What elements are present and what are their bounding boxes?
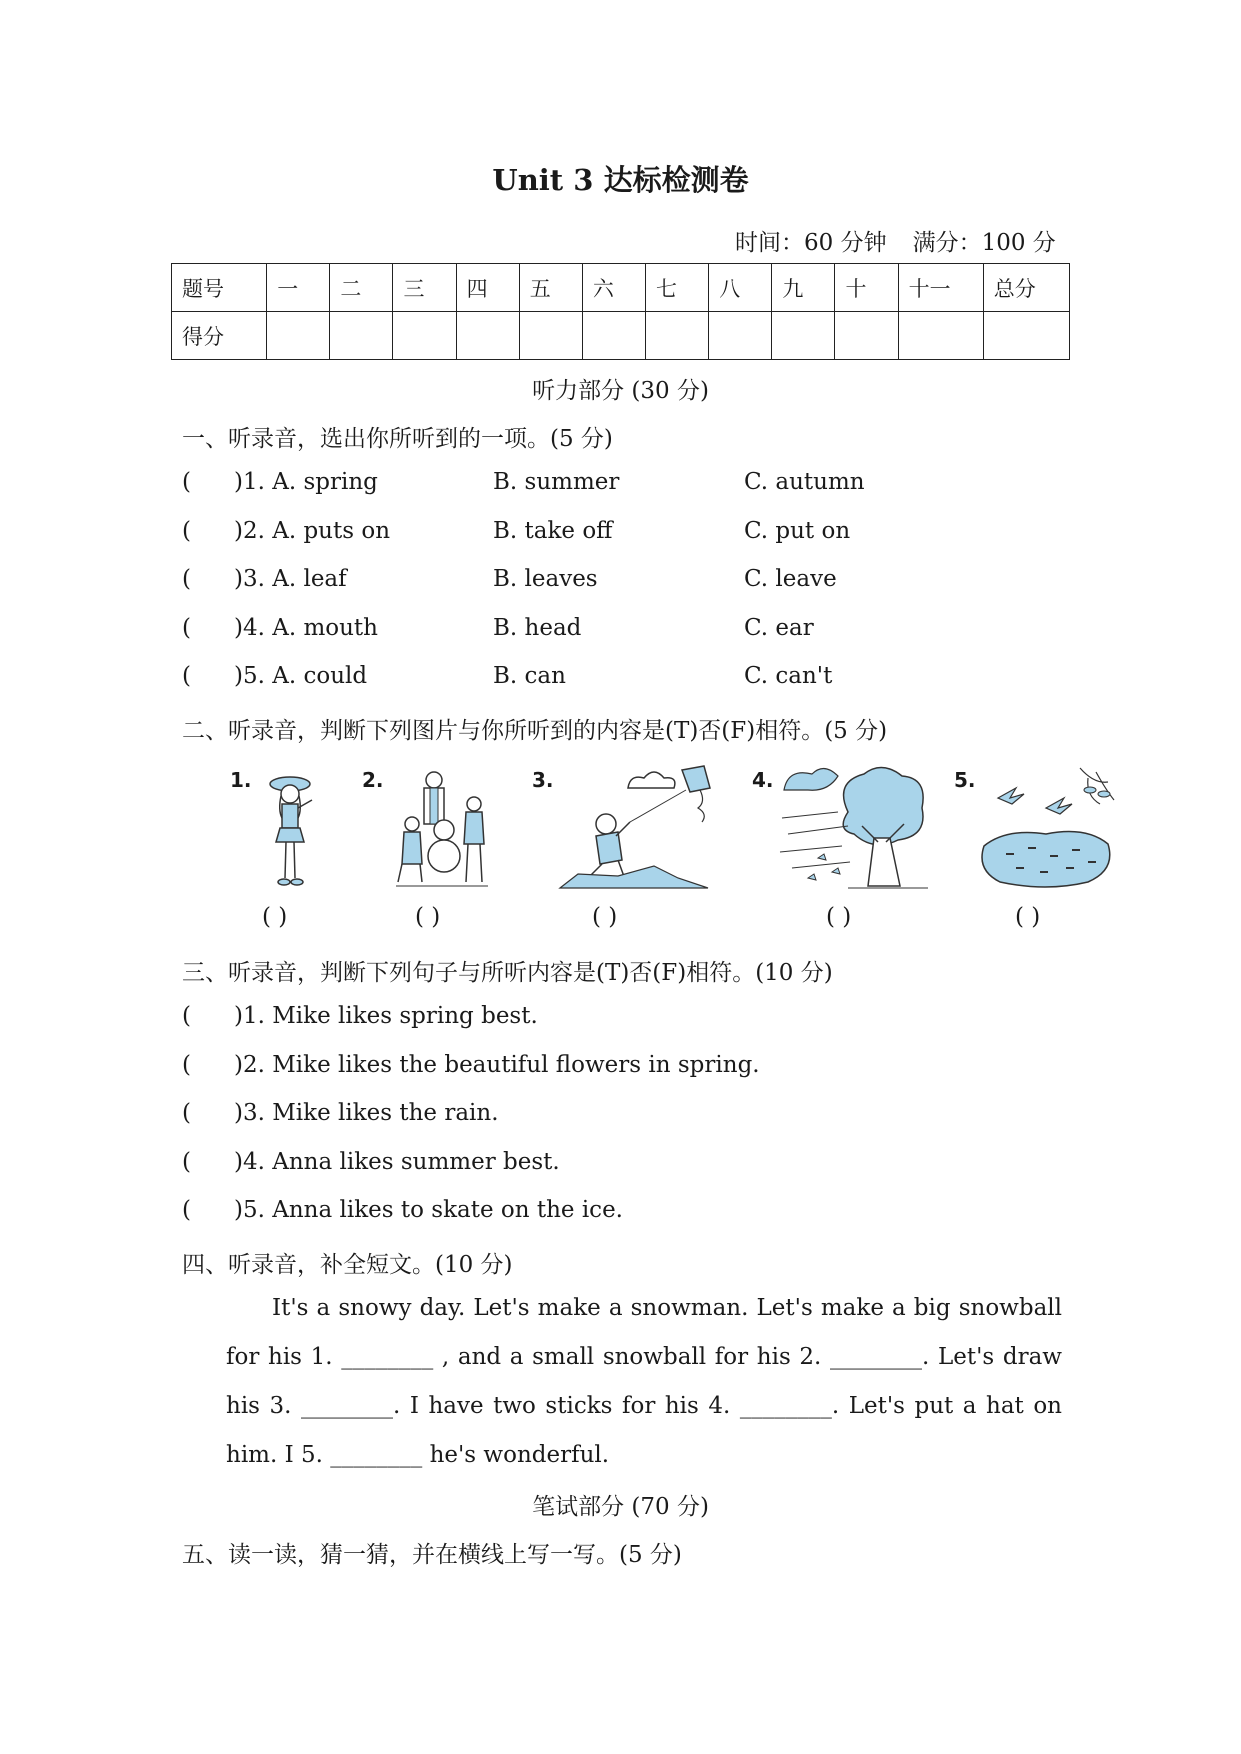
- option-a: )2. A. puts on: [234, 518, 391, 544]
- girl-in-hat-icon: [260, 770, 330, 892]
- score-cell[interactable]: [456, 312, 519, 360]
- q1-item-4: [182, 615, 982, 645]
- q3-heading: 三、听录音，判断下列句子与所听内容是(T)否(F)相符。(10 分): [182, 960, 833, 986]
- picture-5-number: 5.: [954, 768, 976, 792]
- q2-heading: 二、听录音，判断下列图片与你所听到的内容是(T)否(F)相符。(5 分): [182, 718, 888, 744]
- score-header-cell: 八: [709, 264, 772, 312]
- full-score: 满分：100 分: [912, 230, 1056, 256]
- score-header-cell: 三: [393, 264, 456, 312]
- score-cell[interactable]: [267, 312, 330, 360]
- score-cell[interactable]: [582, 312, 645, 360]
- picture-4-answer[interactable]: ( ): [826, 904, 852, 930]
- statement: )4. Anna likes summer best.: [234, 1149, 560, 1175]
- page-title: Unit 3 达标检测卷: [492, 163, 749, 197]
- windy-tree-icon: [778, 762, 932, 896]
- score-row-label: 得分: [172, 312, 267, 360]
- q3-item-2: [182, 1052, 982, 1082]
- option-c: C. put on: [744, 518, 851, 544]
- statement: )3. Mike likes the rain.: [234, 1100, 499, 1126]
- score-header-cell: 九: [772, 264, 835, 312]
- writing-heading: 笔试部分 (70 分): [532, 1494, 709, 1520]
- option-b: B. leaves: [493, 566, 598, 592]
- option-c: C. leave: [744, 566, 837, 592]
- q3-item-5: [182, 1197, 982, 1227]
- swallows-pond-icon: [976, 764, 1116, 896]
- picture-2-answer[interactable]: ( ): [415, 904, 441, 930]
- option-b: B. head: [493, 615, 582, 641]
- score-table: [171, 263, 1070, 360]
- score-cell[interactable]: [709, 312, 772, 360]
- picture-3-answer[interactable]: ( ): [592, 904, 618, 930]
- q4-heading: 四、听录音，补全短文。(10 分): [182, 1252, 513, 1278]
- score-table-score-row: [172, 312, 1070, 360]
- option-a: )4. A. mouth: [234, 615, 378, 641]
- q5-heading: 五、读一读，猜一猜，并在横线上写一写。(5 分): [182, 1542, 682, 1568]
- q3-item-1: [182, 1003, 982, 1033]
- score-header-cell: 题号: [172, 264, 267, 312]
- option-c: C. can't: [744, 663, 833, 689]
- statement: )2. Mike likes the beautiful flowers in spring.: [234, 1052, 760, 1078]
- picture-1-answer[interactable]: ( ): [262, 904, 288, 930]
- picture-1-number: 1.: [230, 768, 252, 792]
- q1-item-2: [182, 518, 982, 548]
- option-a: )5. A. could: [234, 663, 368, 689]
- score-header-cell: 七: [646, 264, 709, 312]
- exam-meta: [735, 224, 1082, 257]
- score-cell[interactable]: [983, 312, 1069, 360]
- answer-paren[interactable]: (: [182, 469, 191, 495]
- option-c: C. autumn: [744, 469, 865, 495]
- answer-paren[interactable]: (: [182, 1197, 191, 1223]
- score-cell[interactable]: [646, 312, 709, 360]
- score-table-header-row: [172, 264, 1070, 312]
- listening-heading: 听力部分 (30 分): [532, 378, 709, 404]
- picture-2-number: 2.: [362, 768, 384, 792]
- option-a: )1. A. spring: [234, 469, 378, 495]
- answer-paren[interactable]: (: [182, 1100, 191, 1126]
- q1-item-3: [182, 566, 982, 596]
- score-cell[interactable]: [772, 312, 835, 360]
- q3-item-3: [182, 1100, 982, 1130]
- answer-paren[interactable]: (: [182, 663, 191, 689]
- picture-3-number: 3.: [532, 768, 554, 792]
- score-header-cell: 总分: [983, 264, 1069, 312]
- answer-paren[interactable]: (: [182, 518, 191, 544]
- cloze-text[interactable]: It's a snowy day. Let's make a snowman. Let's make a big snowball for his 1. ________ , and a small snowball for his 2. ________. Let's draw his 3. ________. I have two sticks for his 4. ________. Let's put a hat on him. I 5. ________ he's wonderful.: [226, 1295, 1062, 1468]
- option-a: )3. A. leaf: [234, 566, 347, 592]
- q3-item-4: [182, 1149, 982, 1179]
- score-header-cell: 二: [330, 264, 393, 312]
- score-header-cell: 十一: [898, 264, 983, 312]
- answer-paren[interactable]: (: [182, 1052, 191, 1078]
- picture-5-answer[interactable]: ( ): [1015, 904, 1041, 930]
- answer-paren[interactable]: (: [182, 1149, 191, 1175]
- score-cell[interactable]: [519, 312, 582, 360]
- time-limit: 时间：60 分钟: [735, 230, 887, 256]
- picture-4-number: 4.: [752, 768, 774, 792]
- option-c: C. ear: [744, 615, 814, 641]
- score-header-cell: 六: [582, 264, 645, 312]
- option-b: B. summer: [493, 469, 620, 495]
- boy-flying-kite-icon: [558, 762, 722, 894]
- answer-paren[interactable]: (: [182, 1003, 191, 1029]
- statement: )5. Anna likes to skate on the ice.: [234, 1197, 623, 1223]
- score-header-cell: 一: [267, 264, 330, 312]
- q1-item-1: [182, 469, 982, 499]
- q4-paragraph: [226, 1284, 1062, 1480]
- score-cell[interactable]: [330, 312, 393, 360]
- score-cell[interactable]: [393, 312, 456, 360]
- score-header-cell: 十: [835, 264, 898, 312]
- q1-heading: 一、听录音，选出你所听到的一项。(5 分): [182, 426, 613, 452]
- score-cell[interactable]: [898, 312, 983, 360]
- score-header-cell: 四: [456, 264, 519, 312]
- answer-paren[interactable]: (: [182, 566, 191, 592]
- score-cell[interactable]: [835, 312, 898, 360]
- answer-paren[interactable]: (: [182, 615, 191, 641]
- score-header-cell: 五: [519, 264, 582, 312]
- option-b: B. take off: [493, 518, 613, 544]
- option-b: B. can: [493, 663, 566, 689]
- family-snowman-icon: [392, 768, 492, 890]
- q1-item-5: [182, 663, 982, 693]
- statement: )1. Mike likes spring best.: [234, 1003, 538, 1029]
